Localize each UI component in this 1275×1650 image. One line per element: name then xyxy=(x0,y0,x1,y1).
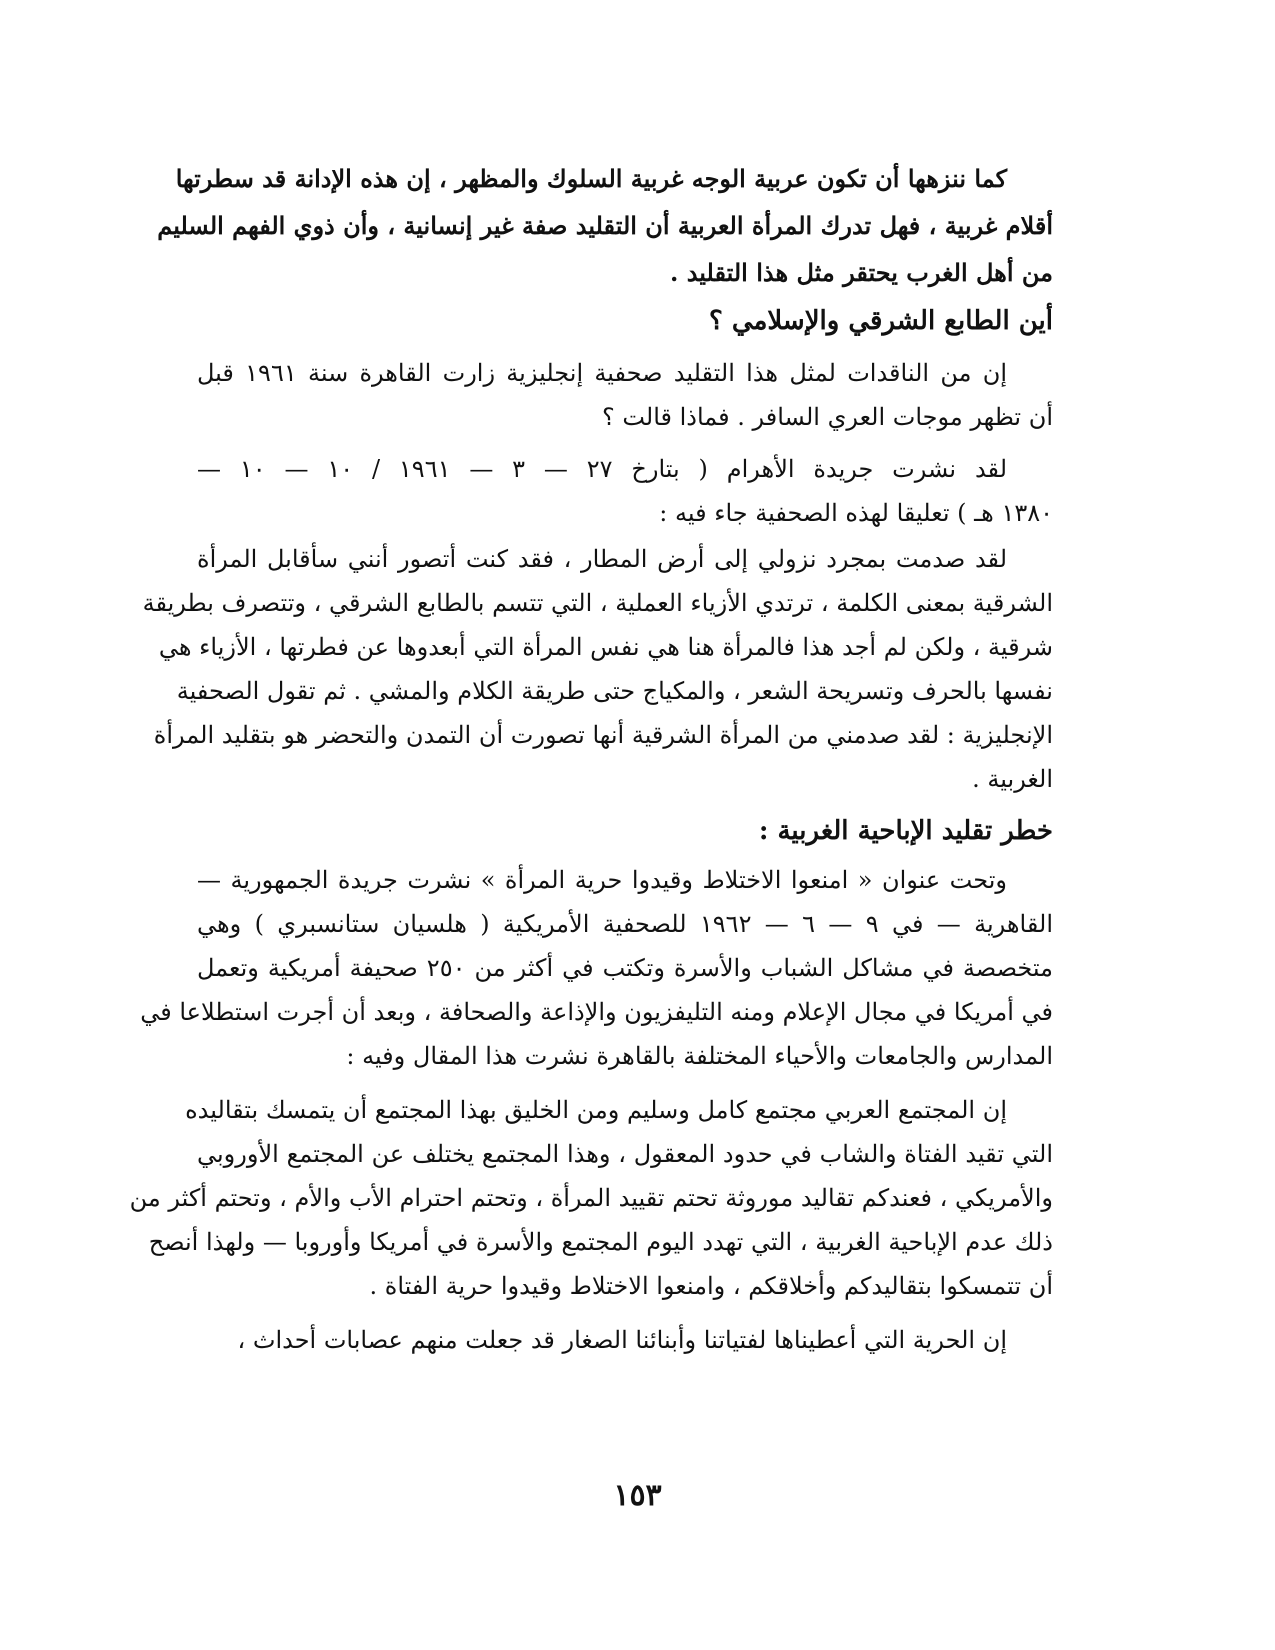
text-line: ذلك عدم الإباحية الغربية ، التي تهدد اليوم المجتمع والأسرة في أمريكا وأوروبا — ولهذا أنصح xyxy=(148,1228,1053,1256)
text-line: من أهل الغرب يحتقر مثل هذا التقليد . xyxy=(669,258,1053,287)
text-line: والأمريكي ، فعندكم تقاليد موروثة تحتم تقييد المرأة ، وتحتم احترام الأب والأم ، وتحتم أكثر من xyxy=(129,1184,1053,1212)
text-line: أن تتمسكوا بتقاليدكم وأخلاقكم ، وامنعوا الاختلاط وقيدوا حرية الفتاة . xyxy=(369,1272,1053,1300)
text-line: لقد صدمت بمجرد نزولي إلى أرض المطار ، فقد كنت أتصور أنني سأقابل المرأة xyxy=(197,545,1008,573)
text-line: وتحت عنوان « امنعوا الاختلاط وقيدوا حرية المرأة » نشرت جريدة الجمهورية — xyxy=(197,866,1007,894)
text-line: الإنجليزية : لقد صدمني من المرأة الشرقية أنها تصورت أن التمدن والتحضر هو بتقليد المرأة xyxy=(153,721,1053,749)
page-number: ١٥٣ xyxy=(613,1478,662,1513)
text-line: شرقية ، ولكن لم أجد هذا فالمرأة هنا هي نفس المرأة التي أبعدوها عن فطرتها ، الأزياء هي xyxy=(158,633,1053,661)
text-line: متخصصة في مشاكل الشباب والأسرة وتكتب في أكثر من ٢٥٠ صحيفة أمريكية وتعمل xyxy=(197,954,1053,982)
text-line: القاهرية — في ٩ — ٦ — ١٩٦٢ للصحفية الأمريكية ( هلسيان ستانسبري ) وهي xyxy=(197,910,1053,938)
text-line: المدارس والجامعات والأحياء المختلفة بالقاهرة نشرت هذا المقال وفيه : xyxy=(346,1042,1053,1070)
text-line: في أمريكا في مجال الإعلام ومنه التليفزيون والإذاعة والصحافة ، وبعد أن أجرت استطلاعا في xyxy=(140,998,1053,1026)
text-line: الشرقية بمعنى الكلمة ، ترتدي الأزياء العملية ، التي تتسم بالطابع الشرقي ، وتتصرف بطريقة xyxy=(142,589,1053,617)
text-line: نفسها بالحرف وتسريحة الشعر ، والمكياج حتى طريقة الكلام والمشي . ثم تقول الصحفية xyxy=(176,677,1053,705)
section-heading: خطر تقليد الإباحية الغربية : xyxy=(758,816,1053,846)
text-line: الغربية . xyxy=(972,765,1053,793)
text-line: إن الحرية التي أعطيناها لفتياتنا وأبنائنا الصغار قد جعلت منهم عصابات أحداث ، xyxy=(237,1326,1007,1354)
text-line: لقد نشرت جريدة الأهرام ( بتارخ ٢٧ — ٣ — ١٩٦١ / ١٠ — ١٠ — xyxy=(197,455,1007,483)
section-heading: أين الطابع الشرقي والإسلامي ؟ xyxy=(708,306,1053,336)
text-line: أن تظهر موجات العري السافر . فماذا قالت ؟ xyxy=(601,403,1053,431)
text-line: إن من الناقدات لمثل هذا التقليد صحفية إنجليزية زارت القاهرة سنة ١٩٦١ قبل xyxy=(197,359,1007,387)
text-line: ١٣٨٠ هـ ) تعليقا لهذه الصحفية جاء فيه : xyxy=(659,499,1053,527)
text-line: إن المجتمع العربي مجتمع كامل وسليم ومن الخليق بهذا المجتمع أن يتمسك بتقاليده xyxy=(185,1096,1007,1124)
text-line: أقلام غربية ، فهل تدرك المرأة العربية أن التقليد صفة غير إنسانية ، وأن ذوي الفهم السليم xyxy=(157,211,1053,240)
text-line: التي تقيد الفتاة والشاب في حدود المعقول ، وهذا المجتمع يختلف عن المجتمع الأوروبي xyxy=(197,1140,1053,1168)
text-line: كما ننزهها أن تكون عربية الوجه غربية السلوك والمظهر ، إن هذه الإدانة قد سطرتها xyxy=(175,164,1007,193)
